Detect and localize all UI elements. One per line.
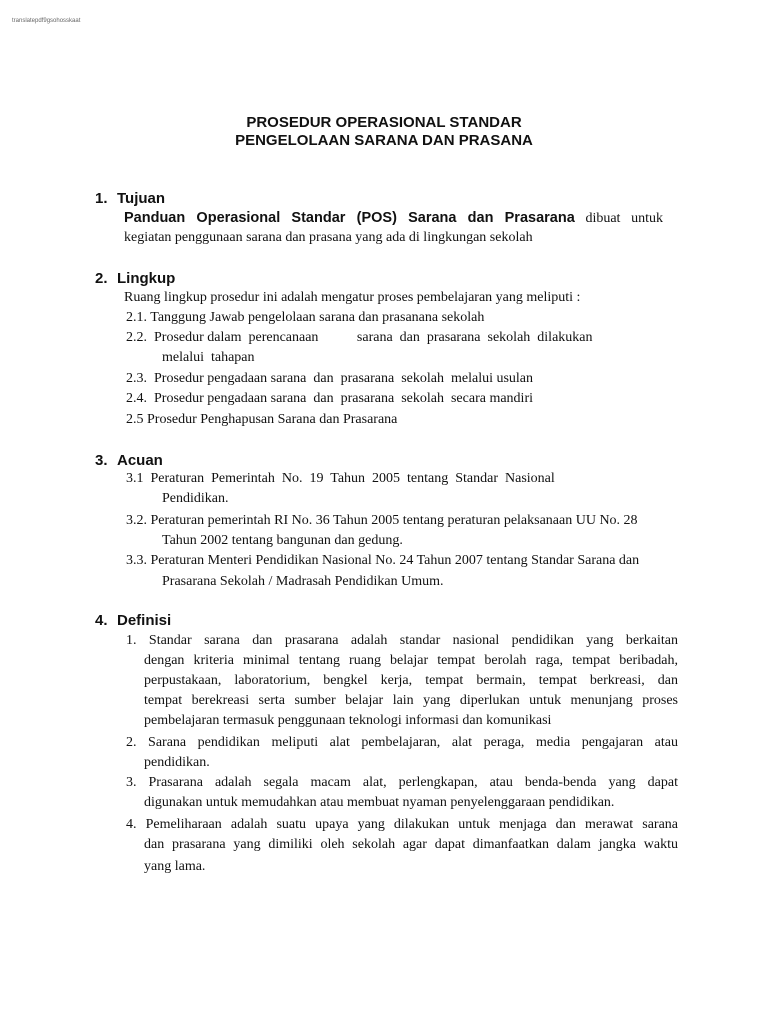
lingkup-item-2-2-line-1: 2.2. Prosedur dalam perencanaan sarana dan prasarana sekolah dilakukan [126, 330, 593, 345]
section-number: 1. [95, 190, 108, 207]
definisi-1-line-3: perpustakaan, laboratorium, bengkel kerja, tempat bermain, tempat berkreasi, dan [144, 673, 678, 688]
acuan-item-3-2-line-1: 3.2. Peraturan pemerintah RI No. 36 Tahun 2005 tentang peraturan pelaksanaan UU No. 28 [126, 513, 638, 528]
section-heading-lingkup [95, 270, 175, 288]
tujuan-line-1-rest: dibuat untuk [574, 211, 664, 226]
definisi-3-line-1: 3. Prasarana adalah segala macam alat, perlengkapan, atau benda-benda yang dapat [126, 775, 678, 790]
lingkup-item-2-4: 2.4. Prosedur pengadaan sarana dan prasarana sekolah secara mandiri [126, 391, 533, 406]
section-number: 2. [95, 270, 108, 287]
definisi-1-line-4: tempat berekreasi serta sumber belajar lain yang diperlukan untuk menunjang proses [144, 693, 678, 708]
section-number: 4. [95, 612, 108, 629]
definisi-1-line-5: pembelajaran termasuk penggunaan teknologi informasi dan komunikasi [144, 713, 552, 728]
document-title-line-2: PENGELOLAAN SARANA DAN PRASANA [235, 132, 533, 149]
tujuan-paragraph-line-1 [124, 208, 663, 229]
watermark-text: translatepdf9gsohosskaat [12, 18, 81, 24]
lingkup-item-2-5: 2.5 Prosedur Penghapusan Sarana dan Prasarana [126, 412, 398, 427]
section-title: Definisi [117, 612, 172, 629]
section-heading-tujuan [95, 190, 165, 208]
section-heading-acuan [95, 452, 163, 470]
section-title: Tujuan [117, 190, 166, 207]
definisi-4-line-1: 4. Pemeliharaan adalah suatu upaya yang dilakukan untuk menjaga dan merawat sarana [126, 817, 678, 832]
acuan-item-3-3-line-2: Prasarana Sekolah / Madrasah Pendidikan Umum. [162, 574, 444, 589]
section-number: 3. [95, 452, 108, 469]
section-title: Lingkup [117, 270, 176, 287]
acuan-item-3-2-line-2: Tahun 2002 tentang bangunan dan gedung. [162, 533, 403, 548]
tujuan-bold-lead: Panduan Operasional Standar (POS) Sarana dan Prasarana [124, 210, 575, 226]
definisi-1-line-1: 1. Standar sarana dan prasarana adalah standar nasional pendidikan yang berkaitan [126, 633, 678, 648]
lingkup-intro: Ruang lingkup prosedur ini adalah mengatur proses pembelajaran yang meliputi : [124, 290, 581, 305]
acuan-item-3-3-line-1: 3.3. Peraturan Menteri Pendidikan Nasional No. 24 Tahun 2007 tentang Standar Sarana dan [126, 553, 640, 568]
acuan-item-3-1-line-2: Pendidikan. [162, 491, 229, 506]
definisi-4-line-3: yang lama. [144, 859, 206, 874]
tujuan-paragraph-line-2: kegiatan penggunaan sarana dan prasana yang ada di lingkungan sekolah [124, 230, 533, 245]
definisi-2-line-1: 2. Sarana pendidikan meliputi alat pembelajaran, alat peraga, media pengajaran atau [126, 735, 678, 750]
lingkup-item-2-3: 2.3. Prosedur pengadaan sarana dan prasarana sekolah melalui usulan [126, 371, 534, 386]
definisi-2-line-2: pendidikan. [144, 755, 210, 770]
lingkup-item-2-2-line-2: melalui tahapan [162, 350, 255, 365]
definisi-3-line-2: digunakan untuk memudahkan atau membuat nyaman penyelenggaraan pendidikan. [144, 795, 615, 810]
section-title: Acuan [117, 452, 163, 469]
section-heading-definisi [95, 612, 171, 630]
definisi-4-line-2: dan prasarana yang dimiliki oleh sekolah agar dapat dimanfaatkan dalam jangka waktu [144, 837, 678, 852]
document-title-line-1: PROSEDUR OPERASIONAL STANDAR [246, 114, 522, 131]
acuan-item-3-1-line-1: 3.1 Peraturan Pemerintah No. 19 Tahun 2005 tentang Standar Nasional [126, 471, 555, 486]
definisi-1-line-2: dengan kriteria minimal tentang ruang belajar tempat berolah raga, tempat beribadah, [144, 653, 678, 668]
lingkup-item-2-1: 2.1. Tanggung Jawab pengelolaan sarana dan prasanana sekolah [126, 310, 485, 325]
